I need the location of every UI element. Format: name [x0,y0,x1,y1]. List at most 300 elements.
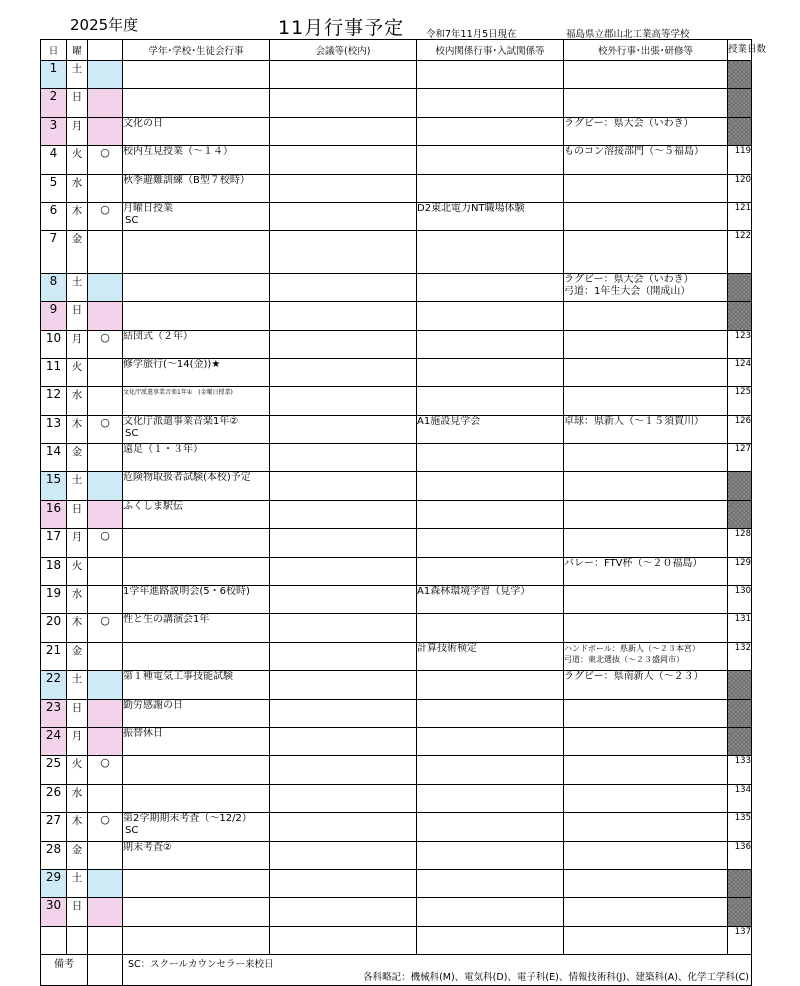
class-day-count: 120 [728,174,752,202]
external-events-cell [564,813,728,841]
class-mark [88,841,123,869]
school-events-cell [123,500,270,528]
day-number: 17 [41,529,67,557]
day-number: 29 [41,869,67,897]
school-events-cell [123,784,270,812]
school-events-cell [123,472,270,500]
school-event-line: 結団式（２年） [123,330,193,342]
class-day-count: 130 [728,586,752,614]
schedule-row [41,557,752,585]
weekday: 月 [67,117,88,145]
meetings-cell [270,529,417,557]
external-events-cell [564,146,728,174]
class-mark [88,642,123,670]
school-event-subline: SC [125,825,139,837]
internal-events-cell [417,358,564,386]
external-events-cell [564,756,728,784]
class-mark: ○ [88,614,123,642]
class-mark [88,231,123,273]
meetings-cell [270,146,417,174]
school-events-cell [123,586,270,614]
internal-events-cell [417,472,564,500]
schedule-row [41,231,752,273]
schedule-row [41,784,752,812]
internal-events-cell: A1森林環境学習（見学） [417,586,564,614]
class-day-count [728,89,752,117]
school-events-cell [123,557,270,585]
school-event-line: 勤労感謝の日 [123,699,183,711]
meetings-cell [270,472,417,500]
internal-events-cell [417,926,564,954]
day-number: 14 [41,444,67,472]
internal-events-cell [417,174,564,202]
internal-events-cell [417,898,564,926]
internal-events-cell: A1施設見学会 [417,415,564,443]
schedule-row [41,756,752,784]
external-events-cell [564,444,728,472]
weekday: 金 [67,642,88,670]
internal-events-cell [417,444,564,472]
meetings-cell [270,926,417,954]
meetings-cell [270,898,417,926]
class-mark [88,358,123,386]
external-events-cell [564,61,728,89]
day-number: 25 [41,756,67,784]
day-number: 11 [41,358,67,386]
table-header-row [41,40,752,61]
school-event-subline: SC [125,214,139,226]
schedule-row [41,472,752,500]
school-event-small-note: 文化庁派遣事業音楽1年① (金曜日授業) [123,389,233,397]
day-number: 3 [41,117,67,145]
school-events-cell [123,202,270,230]
external-event-line: ラグビー：県大会（いわき） [564,273,694,285]
class-mark: ○ [88,756,123,784]
day-number: 7 [41,231,67,273]
external-events-cell [564,699,728,727]
weekday: 木 [67,415,88,443]
school-events-cell [123,89,270,117]
weekday: 火 [67,146,88,174]
school-events-cell [123,841,270,869]
page-header [0,0,800,40]
schedule-row [41,358,752,386]
class-day-count: 123 [728,330,752,358]
col-header-meetings: 会議等(校内) [270,40,417,61]
remarks-dept-abbrev: 各科略記：機械科(M)、電気科(D)、電子科(E)、情報技術科(J)、建築科(A)、化学工学科(C) [363,972,749,984]
external-events-cell [564,841,728,869]
schedule-table [40,39,767,986]
class-day-count: 132 [728,642,752,670]
weekday: 月 [67,330,88,358]
schedule-row [41,146,752,174]
school-events-cell [123,444,270,472]
day-number: 16 [41,500,67,528]
meetings-cell [270,415,417,443]
school-events-cell [123,869,270,897]
schedule-row [41,61,752,89]
external-events-cell [564,614,728,642]
meetings-cell [270,869,417,897]
internal-events-cell [417,231,564,273]
class-day-count: 128 [728,529,752,557]
internal-events-cell [417,500,564,528]
schedule-row [41,302,752,330]
class-day-count: 122 [728,231,752,273]
school-events-cell [123,231,270,273]
school-events-cell [123,727,270,755]
weekday: 日 [67,89,88,117]
weekday: 火 [67,358,88,386]
class-mark [88,500,123,528]
class-day-count: 131 [728,614,752,642]
meetings-cell [270,586,417,614]
day-number: 21 [41,642,67,670]
external-events-cell [564,500,728,528]
external-event-line: ラグビー：県大会（いわき） [564,117,694,129]
remarks-sc-note: SC：スクールカウンセラー来校日 [128,959,274,971]
external-event-line: 卓球：県新人（～１５須賀川） [564,415,704,427]
day-number: 26 [41,784,67,812]
class-mark: ○ [88,415,123,443]
weekday: 火 [67,557,88,585]
day-number: 13 [41,415,67,443]
class-mark [88,89,123,117]
schedule-row [41,500,752,528]
weekday: 日 [67,500,88,528]
weekday: 水 [67,586,88,614]
internal-events-cell [417,557,564,585]
school-events-cell [123,756,270,784]
school-event-line: 1学年進路説明会(5・6校時) [123,586,250,598]
remarks-label: 備考 [41,955,88,986]
schedule-row [41,89,752,117]
meetings-cell [270,444,417,472]
meetings-cell [270,642,417,670]
day-number: 5 [41,174,67,202]
schedule-row [41,529,752,557]
class-day-count: 125 [728,387,752,415]
internal-events-cell [417,727,564,755]
weekday: 日 [67,302,88,330]
meetings-cell [270,699,417,727]
schedule-row [41,926,752,954]
weekday: 金 [67,444,88,472]
class-day-count: 129 [728,557,752,585]
weekday: 水 [67,174,88,202]
school-event-line: 文化庁派遣事業音楽1年② [123,415,239,427]
class-mark [88,784,123,812]
remarks-blank [88,955,123,986]
class-day-count: 124 [728,358,752,386]
school-events-cell [123,898,270,926]
meetings-cell [270,273,417,301]
internal-events-cell [417,89,564,117]
class-mark [88,444,123,472]
class-mark [88,387,123,415]
meetings-cell [270,671,417,699]
external-events-cell [564,273,728,301]
weekday: 金 [67,231,88,273]
weekday: 土 [67,671,88,699]
internal-events-cell [417,614,564,642]
school-event-line: 秋季避難訓練（B型７校時） [123,174,250,186]
day-number: 27 [41,813,67,841]
external-events-cell [564,926,728,954]
weekday: 土 [67,273,88,301]
school-event-line: 遠足（１・３年） [123,444,203,456]
external-events-cell [564,117,728,145]
meetings-cell [270,727,417,755]
day-number: 8 [41,273,67,301]
class-day-count: 127 [728,444,752,472]
internal-events-cell [417,117,564,145]
schedule-row [41,387,752,415]
weekday: 土 [67,61,88,89]
schedule-row [41,444,752,472]
class-day-count [728,869,752,897]
col-header-class-days: 授業日数 [728,40,752,61]
school-event-line: 月曜日授業 [123,202,173,214]
school-events-cell [123,273,270,301]
weekday: 木 [67,813,88,841]
school-event-line: 文化の日 [123,117,163,129]
schedule-row [41,898,752,926]
school-events-cell [123,671,270,699]
class-day-count: 136 [728,841,752,869]
class-day-count [728,727,752,755]
school-events-cell [123,330,270,358]
weekday: 土 [67,869,88,897]
weekday: 水 [67,784,88,812]
class-mark: ○ [88,330,123,358]
external-events-cell [564,302,728,330]
school-events-cell [123,529,270,557]
school-event-line: 危険物取扱者試験(本校)予定 [123,472,251,484]
class-mark [88,273,123,301]
class-mark [88,898,123,926]
meetings-cell [270,202,417,230]
external-event-line: ラグビー：県南新人（～２３） [564,671,704,683]
class-mark [88,671,123,699]
class-day-count: 119 [728,146,752,174]
external-event-line: バレー：FTV杯（～２０福島） [564,557,703,569]
col-header-day: 日 [41,40,67,61]
meetings-cell [270,387,417,415]
fiscal-year: 2025年度 [70,16,139,34]
schedule-row [41,727,752,755]
day-number: 22 [41,671,67,699]
day-number: 20 [41,614,67,642]
class-day-count [728,671,752,699]
weekday: 土 [67,472,88,500]
meetings-cell [270,557,417,585]
class-day-count [728,117,752,145]
schedule-row [41,415,752,443]
school-event-line: ふくしま駅伝 [123,500,183,512]
schedule-row [41,869,752,897]
class-day-count [728,898,752,926]
day-number: 9 [41,302,67,330]
class-mark [88,727,123,755]
internal-events-cell [417,699,564,727]
external-events-cell [564,642,728,670]
external-events-cell [564,358,728,386]
col-header-external: 校外行事･出張･研修等 [564,40,728,61]
external-events-cell [564,330,728,358]
class-day-count: 121 [728,202,752,230]
class-day-count: 133 [728,756,752,784]
school-events-cell [123,146,270,174]
schedule-row [41,117,752,145]
school-event-line: 校内互見授業（～１４） [123,146,233,158]
col-header-school-events: 学年･学校･生徒会行事 [123,40,270,61]
school-event-subline: SC [125,427,139,439]
internal-events-cell [417,784,564,812]
schedule-row [41,642,752,670]
internal-events-cell [417,61,564,89]
day-number: 1 [41,61,67,89]
meetings-cell [270,174,417,202]
class-mark [88,699,123,727]
weekday: 日 [67,699,88,727]
external-events-cell [564,472,728,500]
meetings-cell [270,358,417,386]
class-mark [88,61,123,89]
weekday: 月 [67,529,88,557]
class-mark: ○ [88,202,123,230]
footer-row [41,955,752,986]
schedule-row [41,699,752,727]
school-events-cell [123,699,270,727]
external-event-subline: 弓道：東北選抜（～２３盛岡市） [564,654,684,664]
school-event-line: 修学旅行(～14(金))★ [123,358,221,370]
internal-events-cell [417,302,564,330]
as-of-date: 令和7年11月5日現在 [426,29,517,40]
weekday: 日 [67,898,88,926]
external-events-cell [564,387,728,415]
school-events-cell [123,117,270,145]
weekday: 木 [67,202,88,230]
day-number: 19 [41,586,67,614]
external-events-cell [564,415,728,443]
col-header-weekday: 曜 [67,40,88,61]
class-mark: ○ [88,813,123,841]
day-number [41,926,67,954]
meetings-cell [270,61,417,89]
school-events-cell [123,387,270,415]
external-event-line: ものコン溶接部門（～５福島） [564,146,704,158]
day-number: 12 [41,387,67,415]
day-number: 23 [41,699,67,727]
class-mark [88,869,123,897]
class-day-count [728,472,752,500]
school-events-cell [123,926,270,954]
day-number: 4 [41,146,67,174]
external-events-cell [564,869,728,897]
page-title: 11月行事予定 [278,17,405,39]
schedule-row [41,614,752,642]
class-day-count: 134 [728,784,752,812]
internal-events-cell [417,671,564,699]
day-number: 6 [41,202,67,230]
weekday: 火 [67,756,88,784]
meetings-cell [270,500,417,528]
weekday: 月 [67,727,88,755]
external-events-cell [564,898,728,926]
weekday: 金 [67,841,88,869]
class-day-count [728,273,752,301]
external-events-cell [564,231,728,273]
external-events-cell [564,784,728,812]
internal-events-cell: D2東北電力NT職場体験 [417,202,564,230]
internal-events-cell [417,756,564,784]
internal-events-cell [417,813,564,841]
class-mark [88,557,123,585]
meetings-cell [270,841,417,869]
external-events-cell [564,174,728,202]
weekday: 水 [67,387,88,415]
day-number: 28 [41,841,67,869]
external-event-line: ハンドボール：県新人（～２３本宮） [564,643,700,653]
school-event-line: 第2学期期末考査（～12/2） [123,813,252,825]
external-events-cell [564,727,728,755]
external-event-subline: 弓道：1年生大会（開成山） [564,285,691,297]
meetings-cell [270,614,417,642]
class-mark [88,926,123,954]
day-number: 24 [41,727,67,755]
class-day-count: 135 [728,813,752,841]
school-events-cell [123,61,270,89]
school-events-cell [123,813,270,841]
internal-events-cell [417,330,564,358]
day-number: 18 [41,557,67,585]
class-mark [88,174,123,202]
school-event-line: 振替休日 [123,727,163,739]
meetings-cell [270,330,417,358]
weekday [67,926,88,954]
schedule-row [41,586,752,614]
external-events-cell [564,557,728,585]
class-day-count: 126 [728,415,752,443]
schedule-row [41,174,752,202]
internal-events-cell: 計算技術検定 [417,642,564,670]
meetings-cell [270,117,417,145]
class-mark [88,586,123,614]
external-events-cell [564,202,728,230]
class-mark [88,472,123,500]
class-mark: ○ [88,529,123,557]
meetings-cell [270,231,417,273]
day-number: 10 [41,330,67,358]
col-header-mark [88,40,123,61]
meetings-cell [270,89,417,117]
weekday: 木 [67,614,88,642]
external-events-cell [564,586,728,614]
school-event-line: 性と生の講演会1年 [123,614,210,626]
external-events-cell [564,671,728,699]
schedule-row [41,202,752,230]
class-day-count [728,699,752,727]
internal-events-cell [417,869,564,897]
day-number: 2 [41,89,67,117]
remarks-notes [123,955,752,986]
class-day-count [728,61,752,89]
class-mark [88,302,123,330]
day-number: 15 [41,472,67,500]
school-events-cell [123,642,270,670]
internal-events-cell [417,273,564,301]
